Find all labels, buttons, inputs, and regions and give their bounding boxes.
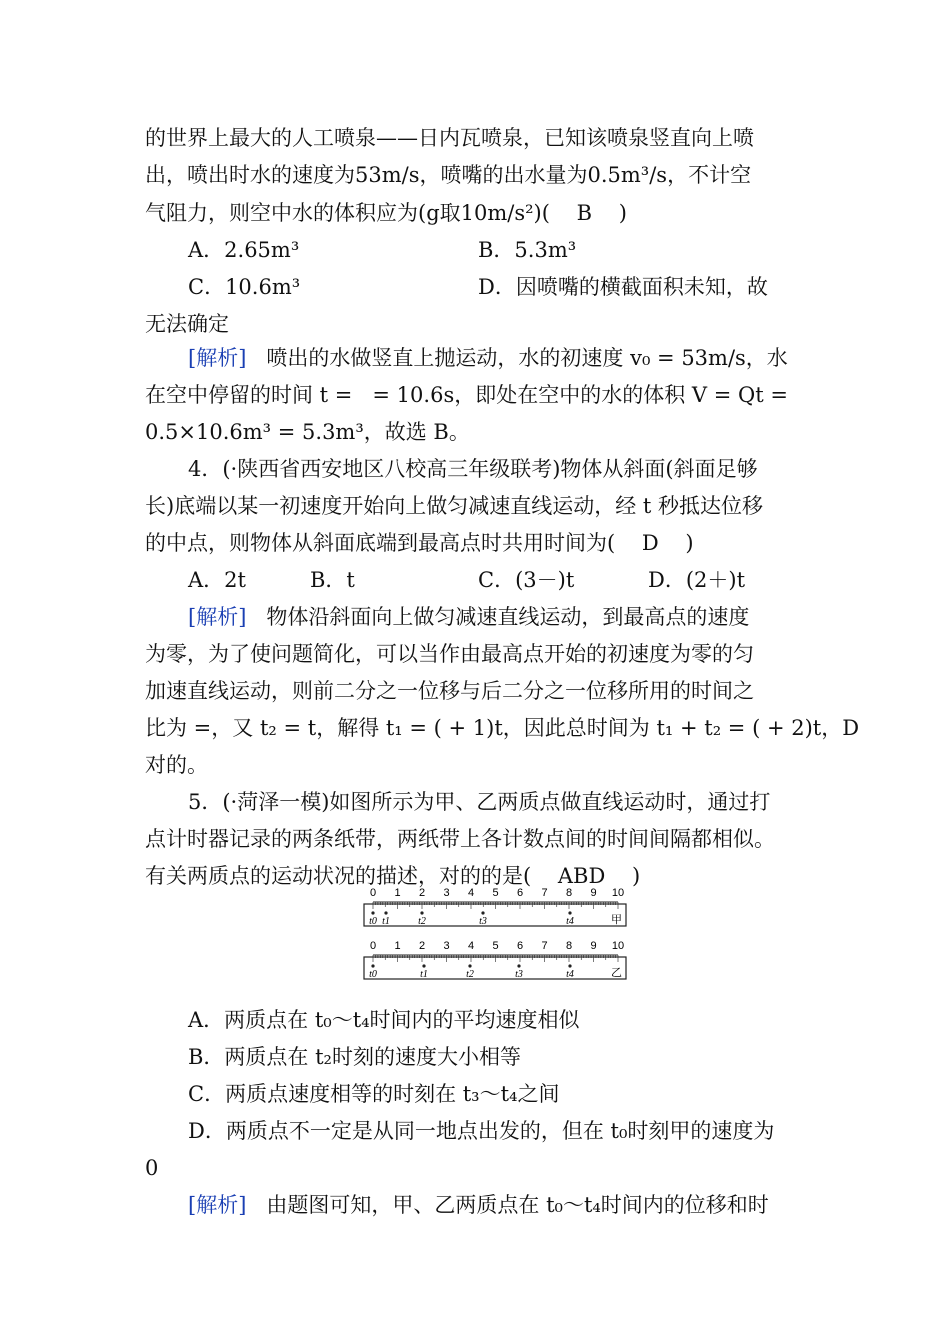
q4-solution-line4: 比为 =，又 t₂ = t，解得 t₁ = ( + 1)t，因此总时间为 t₁ + t₂ = ( + 2)t，D [145,716,860,740]
tape-yi-dot-label: t2 [466,969,474,980]
tape-yi-ruler-number: 4 [467,940,475,952]
tape-jia-ruler-number: 4 [467,887,475,899]
q3-solution-text1: 喷出的水做竖直上抛运动，水的初速度 v₀ = 53m/s，水 [246,346,788,370]
q3-option-a: A．2.65m³ [188,238,300,262]
tape-yi-ruler-number: 7 [541,940,548,952]
q4-solution-text1: 物体沿斜面向上做匀减速直线运动，到最高点的速度 [246,605,750,629]
q4-option-d: D．(2＋)t [648,568,746,592]
tape-jia-ruler-number: 10 [611,887,625,899]
q5-stem-line1: 5．(·菏泽一模)如图所示为甲、乙两质点做直线运动时，通过打 [188,790,771,814]
tape-jia-paper-strip [364,904,626,926]
solution-tag: [解析] [188,1193,247,1217]
tape-yi-ruler-number: 1 [394,940,401,952]
tape-jia-dot [568,911,571,914]
tape-yi-dot-label: t4 [566,969,574,980]
solution-tag: [解析] [188,605,247,629]
q4-stem-line1: 4．(·陕西省西安地区八校高三年级联考)物体从斜面(斜面足够 [188,457,758,481]
q4-option-b: B．t [310,568,355,592]
solution-tag: [解析] [188,346,247,370]
tape-yi-ruler-number: 2 [418,940,426,952]
tape-yi-ruler-number: 10 [611,940,625,952]
tape-jia-ruler-number: 1 [394,887,401,899]
q3-solution-line3: 0.5×10.6m³ = 5.3m³，故选 B。 [145,420,470,444]
tape-jia-dot-label: t1 [382,916,390,927]
tape-yi-dot [371,964,374,967]
q4-solution-line1 [188,603,749,631]
q4-stem-line3: 的中点，则物体从斜面底端到最高点时共用时间为( D ) [145,531,694,555]
tape-jia-ruler-number: 7 [541,887,548,899]
tape-jia [364,887,626,927]
tape-jia-ruler-number: 5 [492,887,499,899]
q5-solution-line1 [188,1191,769,1219]
tape-yi-dot [568,964,571,967]
q5-option-d-cont: 0 [145,1156,159,1180]
q4-solution-line5: 对的。 [145,753,208,777]
tape-yi-dot-label: t0 [369,969,377,980]
q4-option-a: A．2t [188,568,246,592]
tape-yi-dot-label: t3 [515,969,523,980]
q3-option-d-cont: 无法确定 [145,312,229,336]
q5-stem-line3: 有关两质点的运动状况的描述，对的的是( ABD ) [145,864,641,888]
q5-option-a: A．两质点在 t₀～t₄时间内的平均速度相似 [188,1008,580,1032]
tape-yi-ruler-number: 0 [369,940,377,952]
tape-yi-dot [422,964,425,967]
q5-option-d: D．两质点不一定是从同一地点出发的，但在 t₀时刻甲的速度为 [188,1119,775,1143]
tape-yi-dot [517,964,520,967]
tape-jia-dot-label: t4 [566,916,574,927]
tape-jia-dot-label: t3 [479,916,487,927]
q5-stem-line2: 点计时器记录的两条纸带，两纸带上各计数点间的时间间隔都相似。 [145,827,775,851]
tape-jia-dot [371,911,374,914]
tape-jia-ruler-number: 6 [516,887,524,899]
q3-stem-line1: 的世界上最大的人工喷泉——日内瓦喷泉，已知该喷泉竖直向上喷 [145,126,754,150]
tape-jia-ruler-number: 8 [565,887,573,899]
tape-jia-dot [481,911,484,914]
tape-jia-dot [420,911,423,914]
tape-yi-dot [468,964,471,967]
q3-stem-line3: 气阻力，则空中水的体积应为(g取10m/s²)( B ) [145,201,627,225]
tape-jia-dot-label: t2 [418,916,426,927]
tape-yi-ruler-number: 5 [492,940,499,952]
q4-solution-line2: 为零，为了使问题简化，可以当作由最高点开始的初速度为零的匀 [145,642,754,666]
tape-yi-label: 乙 [611,966,622,979]
tape-yi-ruler-number: 9 [590,940,597,952]
q4-option-c: C．(3－)t [478,568,575,592]
tape-jia-dot-label: t0 [369,916,377,927]
q3-stem-line2: 出，喷出时水的速度为53m/s，喷嘴的出水量为0.5m³/s，不计空 [145,163,752,187]
tape-jia-dot [384,911,387,914]
q3-option-d: D．因喷嘴的横截面积未知，故 [478,275,768,299]
tape-jia-label: 甲 [611,913,622,926]
q5-solution-text1: 由题图可知，甲、乙两质点在 t₀～t₄时间内的位移和时 [246,1193,769,1217]
tape-yi-ruler-number: 6 [516,940,524,952]
q5-option-c: C．两质点速度相等的时刻在 t₃～t₄之间 [188,1082,560,1106]
tape-yi-paper-strip [364,957,626,979]
tape-yi-ruler-number: 3 [443,940,450,952]
tape-yi-dot-label: t1 [420,969,428,980]
q4-stem-line2: 长)底端以某一初速度开始向上做匀减速直线运动，经 t 秒抵达位移 [145,494,763,518]
ticker-tape-figure [362,884,632,986]
q3-option-b: B．5.3m³ [478,238,577,262]
tape-jia-ruler-number: 9 [590,887,597,899]
q3-solution-line1 [188,344,788,372]
tape-jia-ruler-number: 2 [418,887,426,899]
q5-option-b: B．两质点在 t₂时刻的速度大小相等 [188,1045,521,1069]
q3-solution-line2: 在空中停留的时间 t = = 10.6s，即处在空中的水的体积 V = Qt = [145,383,788,407]
tape-yi [364,940,626,980]
tape-jia-ruler-number: 0 [369,887,377,899]
q4-solution-line3: 加速直线运动，则前二分之一位移与后二分之一位移所用的时间之 [145,679,754,703]
tape-jia-ruler-number: 3 [443,887,450,899]
tape-yi-ruler-number: 8 [565,940,573,952]
q3-option-c: C．10.6m³ [188,275,301,299]
